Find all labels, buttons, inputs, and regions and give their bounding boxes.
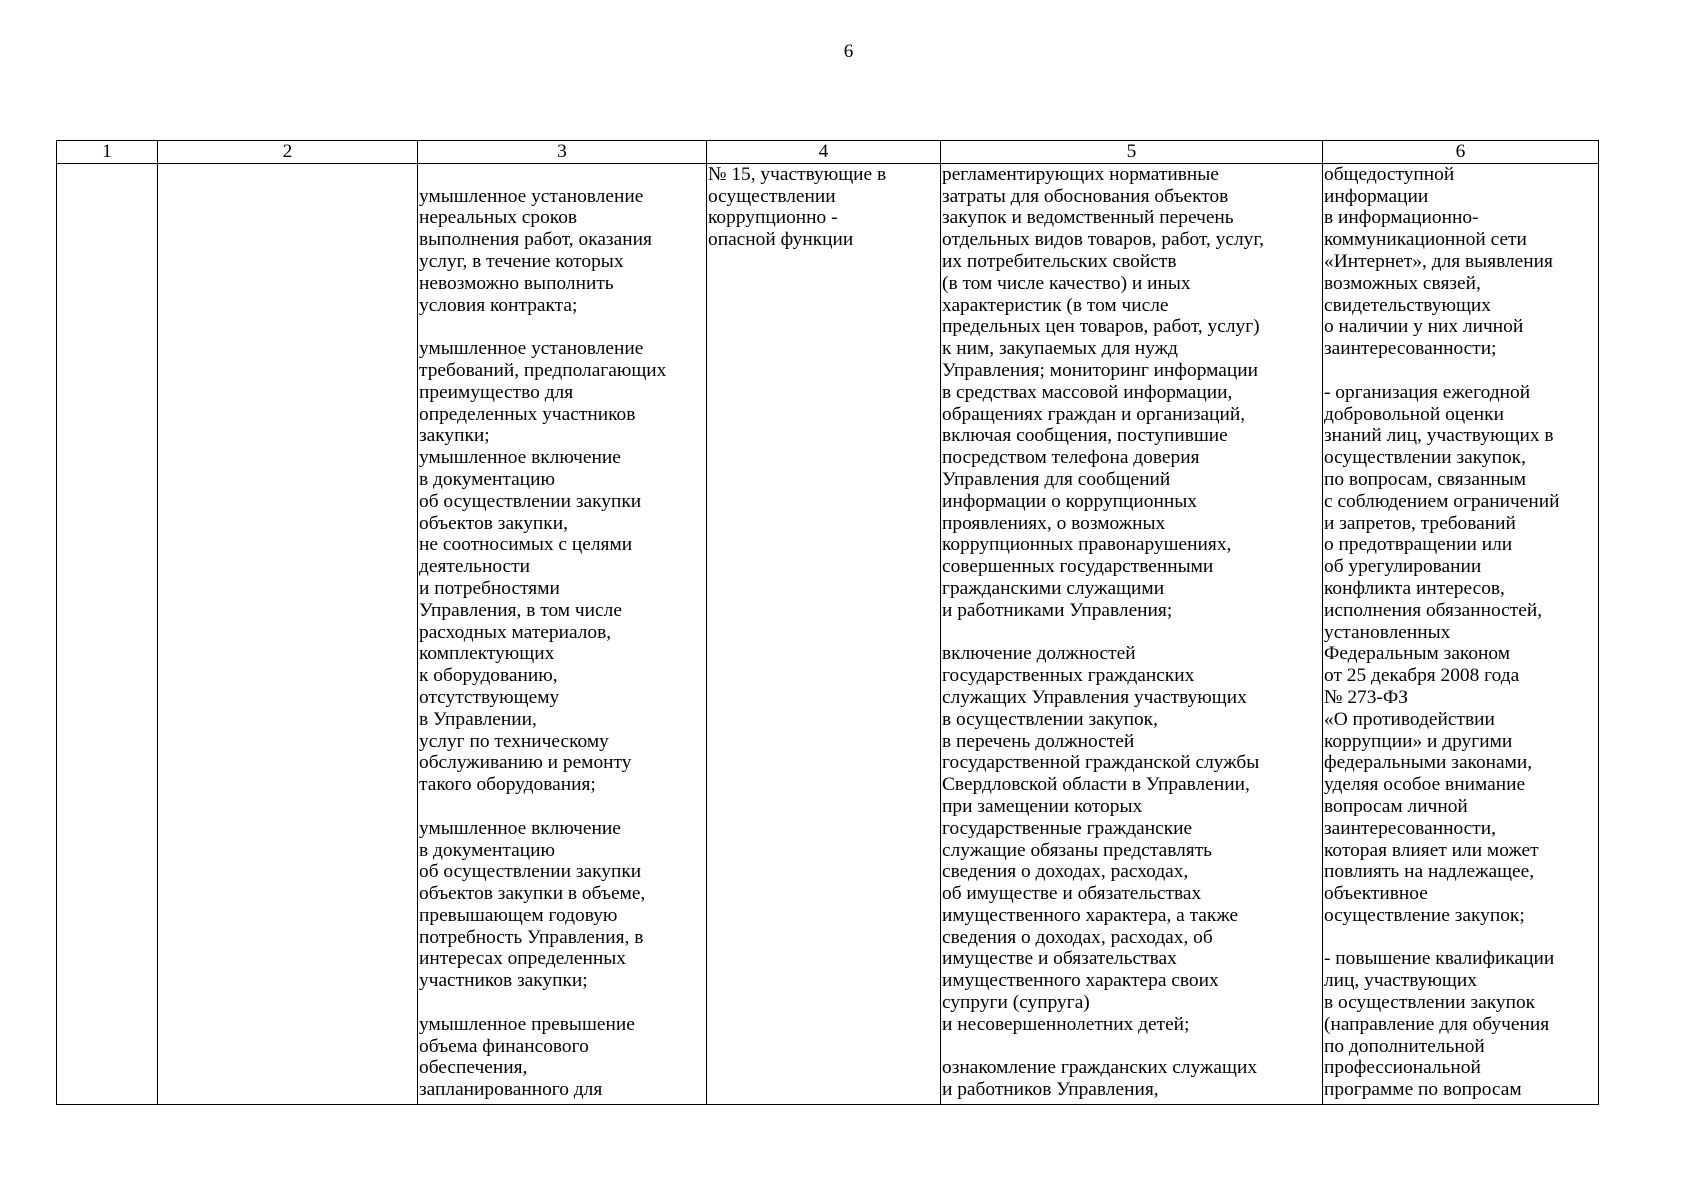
column-number-2: 2: [158, 141, 418, 164]
cell-corruption-risks: [418, 163, 707, 1104]
measures-text: регламентирующих нормативные затраты для обоснования объектов закупок и ведомственный перечень отдельных видов товаров, работ, услуг, их потребительских свойств (в том числе качество) и иных характеристик (в том числе предельных цен товаров, работ, услуг) к ним, закупаемых для нужд Управления; мониторинг информации в средствах массовой информации, обращениях граждан и организаций, включая сообщения, поступившие посредством телефона доверия Управления для сообщений информации о коррупционных проявлениях, о возможных коррупционных правонарушениях, совершенных государственными гражданскими служащими и работниками Управления; включение должностей государственных гражданских служащих Управления участвующих в осуществлении закупок, в перечень должностей государственной гражданской службы Свердловской области в Управлении, при замещении которых государственные гражданские служащие обязаны представлять сведения о доходах, расходах, об имуществе и обязательствах имущественного характера, а также сведения о доходах, расходах, об имуществе и обязательствах имущественного характера своих супруги (супруга) и несовершеннолетних детей; ознакомление гражданских служащих и работников Управления,: [942, 163, 1264, 1101]
cell-col2: [158, 163, 418, 1104]
cell-additional-measures: [1323, 163, 1599, 1104]
table-row: [57, 163, 1599, 1104]
column-number-row: [57, 141, 1599, 164]
corruption-risks-text: умышленное установление нереальных сроков выполнения работ, оказания услуг, в течение которых невозможно выполнить условия контракта; умышленное установление требований, предполагающих преимущество для определенных участников закупки; умышленное включение в документацию об осуществлении закупки объектов закупки, не соотносимых с целями деятельности и потребностями Управления, в том числе расходных материалов, комплектующих к оборудованию, отсутствующему в Управлении, услуг по техническому обслуживанию и ремонту такого оборудования; умышленное включение в документацию об осуществлении закупки объектов закупки в объеме, превышающем годовую потребность Управления, в интересах определенных участников закупки; умышленное превышение объема финансового обеспечения, запланированного для: [419, 185, 667, 1101]
positions-text: № 15, участвующие в осуществлении коррупционно - опасной функции: [708, 163, 887, 251]
additional-measures-text: общедоступной информации в информационно- коммуникационной сети «Интернет», для выявления возможных связей, свидетельствующих о наличии у них личной заинтересованности; - организация ежегодной добровольной оценки знаний лиц, участвующих в осуществлении закупок, по вопросам, связанным с соблюдением ограничений и запретов, требований о предотвращении или об урегулировании конфликта интересов, исполнения обязанностей, установленных Федеральным законом от 25 декабря 2008 года № 273-ФЗ «О противодействии коррупции» и другими федеральными законами, уделяя особое внимание вопросам личной заинтересованности, которая влияет или может повлиять на надлежащее, объективное осуществление закупок; - повышение квалификации лиц, участвующих в осуществлении закупок (направление для обучения по дополнительной профессиональной программе по вопросам: [1324, 163, 1560, 1101]
column-number-1: 1: [57, 141, 158, 164]
cell-col1: [57, 163, 158, 1104]
column-number-5: 5: [941, 141, 1323, 164]
column-number-4: 4: [707, 141, 941, 164]
page-number: 6: [843, 41, 854, 62]
column-number-6: 6: [1323, 141, 1599, 164]
cell-measures: [941, 163, 1323, 1104]
cell-positions: [707, 163, 941, 1104]
column-number-3: 3: [418, 141, 707, 164]
document-table: [56, 140, 1599, 1105]
